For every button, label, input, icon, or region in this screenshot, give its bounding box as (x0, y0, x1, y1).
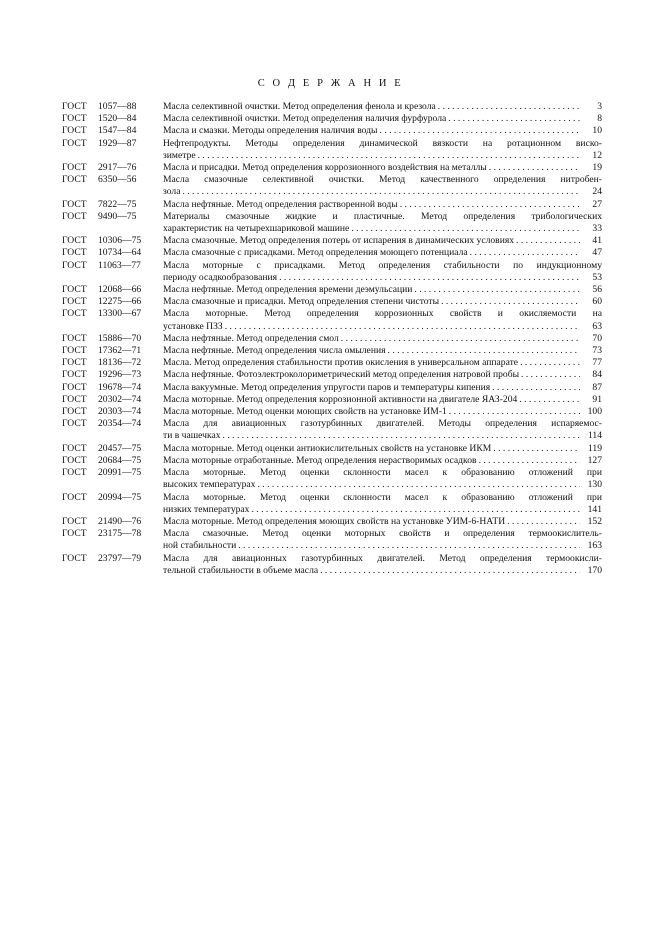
standard-prefix: ГОСТ (62, 467, 87, 479)
entry-description (163, 394, 602, 406)
entry-description (163, 162, 602, 174)
description-text: низких температурах (163, 503, 250, 515)
standard-number: 19678—74 (98, 381, 142, 393)
standard-number: 1547—84 (98, 125, 137, 137)
page-number: 163 (587, 540, 602, 552)
standard-code (62, 308, 162, 320)
description-text: Масла и присадки. Метод определения коррозионного воздействия на металлы (163, 162, 487, 174)
description-line (163, 516, 602, 528)
standard-code (62, 528, 162, 540)
toc-entry[interactable] (62, 357, 602, 369)
entry-description (163, 113, 602, 125)
description-text: Масла смазочные и присадки. Метод определения степени чистоты (163, 296, 440, 308)
page-number: 84 (592, 369, 602, 381)
standard-prefix: ГОСТ (62, 198, 87, 210)
standard-number: 20991—75 (98, 467, 142, 479)
description-line (163, 406, 602, 418)
standard-number: 10306—75 (98, 235, 142, 247)
dot-leader (487, 162, 580, 174)
description-line (163, 272, 602, 284)
standard-prefix: ГОСТ (62, 515, 87, 527)
entry-description (163, 125, 602, 137)
entry-description (163, 443, 602, 455)
description-text: Масла моторные. Метод определения коррозионной активности на двигателе ЯАЗ-204 (163, 393, 518, 405)
standard-prefix: ГОСТ (62, 345, 87, 357)
dot-leader (412, 284, 580, 296)
standard-number: 20994—75 (98, 491, 142, 503)
standard-prefix: ГОСТ (62, 369, 87, 381)
entry-description (163, 260, 602, 284)
standard-prefix: ГОСТ (62, 284, 87, 296)
dot-leader (519, 369, 580, 381)
description-text: Масла. Метод определения стабильности против окисления в универсальном аппарате (163, 357, 519, 369)
entry-description (163, 516, 602, 528)
dot-leader (221, 430, 580, 442)
description-text: установке ПЗЗ (163, 320, 223, 332)
standard-prefix: ГОСТ (62, 442, 87, 454)
entry-description (163, 406, 602, 418)
standard-code (62, 296, 162, 308)
entry-description (163, 553, 602, 577)
dot-leader (180, 186, 580, 198)
standard-code (62, 174, 162, 186)
toc-entry[interactable] (62, 467, 602, 491)
entry-description (163, 211, 602, 235)
description-line: Материалы смазочные жидкие и пластичные. Метод определения трибологических (163, 210, 602, 222)
standard-number: 15886—70 (98, 332, 142, 344)
toc-entry[interactable] (62, 260, 602, 284)
standard-prefix: ГОСТ (62, 296, 87, 308)
standard-prefix: ГОСТ (62, 259, 87, 271)
description-line: Нефтепродукты. Методы определения динамической вязкости на ротационном виско- (163, 137, 602, 149)
standard-prefix: ГОСТ (62, 491, 87, 503)
dot-leader (491, 443, 580, 455)
page-number: 152 (587, 515, 602, 527)
standard-prefix: ГОСТ (62, 125, 87, 137)
description-line (163, 162, 602, 174)
standard-number: 23175—78 (98, 528, 142, 540)
entry-description (163, 284, 602, 296)
standard-code (62, 235, 162, 247)
standard-prefix: ГОСТ (62, 552, 87, 564)
description-text: характеристик на четырехшариковой машине (163, 223, 350, 235)
toc-entry[interactable] (62, 443, 602, 455)
description-text: ной стабильности (163, 540, 237, 552)
standard-code (62, 369, 162, 381)
description-line (163, 443, 602, 455)
description-line: Масла моторные. Метод определения коррозионных свойств и окисляемости на (163, 308, 602, 320)
standard-code (62, 138, 162, 150)
standard-code (62, 345, 162, 357)
dot-leader (349, 223, 580, 235)
description-line (163, 247, 602, 259)
page-number: 24 (592, 186, 602, 198)
entry-description (163, 467, 602, 491)
page-number: 53 (592, 271, 602, 283)
dot-leader (439, 296, 580, 308)
description-line (163, 333, 602, 345)
description-line: Масла моторные. Метод оценки склонности масел к образованию отложений при (163, 467, 602, 479)
toc-entry[interactable] (62, 125, 602, 137)
description-line (163, 345, 602, 357)
description-line (163, 455, 602, 467)
description-line: Масла для авиационных газотурбинных двигателей. Метод определения термоокисли- (163, 552, 602, 564)
standard-number: 1057—88 (98, 101, 137, 112)
dot-leader (468, 247, 580, 259)
entry-description (163, 357, 602, 369)
description-line (163, 125, 602, 137)
description-line: Масла смазочные селективной очистки. Метод качественного определения нитробен- (163, 174, 602, 186)
toc-entry[interactable] (62, 308, 602, 332)
description-text: Масла моторные. Метод оценки антиокислительных свойств на установке ИКМ (163, 442, 492, 454)
standard-code (62, 162, 162, 174)
entry-description (163, 528, 602, 552)
standard-prefix: ГОСТ (62, 235, 87, 247)
standard-number: 6350—56 (98, 174, 137, 186)
page-number: 114 (587, 430, 602, 442)
toc-entry[interactable] (62, 247, 602, 259)
dot-leader (446, 113, 580, 125)
description-text: зола (163, 186, 181, 198)
dot-leader (518, 357, 580, 369)
description-text: Масла селективной очистки. Метод определения наличия фурфурола (163, 113, 447, 125)
entry-description (163, 492, 602, 516)
toc-entry[interactable] (62, 101, 602, 113)
standard-number: 17362—71 (98, 345, 142, 357)
entry-description (163, 138, 602, 162)
page-number: 127 (587, 454, 602, 466)
page-number: 3 (597, 101, 602, 112)
description-line: Масла моторные с присадками. Метод определения стабильности по индукционному (163, 259, 602, 271)
standard-number: 10734—64 (98, 247, 142, 259)
toc-entry[interactable] (62, 113, 602, 125)
toc-entry[interactable] (62, 345, 602, 357)
page-number: 77 (592, 357, 602, 369)
page-number: 8 (597, 113, 602, 125)
entry-description (163, 101, 602, 113)
description-text: Масла нефтяные. Метод определения времени деэмульсации (163, 284, 413, 296)
entry-description (163, 345, 602, 357)
description-line (163, 296, 602, 308)
entry-description (163, 418, 602, 442)
description-line (163, 101, 602, 113)
description-line (163, 430, 602, 442)
standard-prefix: ГОСТ (62, 101, 87, 112)
entry-description (163, 455, 602, 467)
description-line: Масла смазочные. Метод оценки моторных свойств и определения термоокислитель- (163, 528, 602, 540)
page-number: 119 (587, 442, 602, 454)
description-line (163, 565, 602, 577)
toc-entry[interactable] (62, 455, 602, 467)
standard-code (62, 125, 162, 137)
standard-number: 23797—79 (98, 552, 142, 564)
standard-prefix: ГОСТ (62, 210, 87, 222)
page-number: 73 (592, 345, 602, 357)
standard-prefix: ГОСТ (62, 247, 87, 259)
standard-prefix: ГОСТ (62, 137, 87, 149)
description-line (163, 199, 602, 211)
toc-entry[interactable] (62, 333, 602, 345)
entry-description (163, 199, 602, 211)
description-line (163, 284, 602, 296)
description-text: периоду осадкообразования (163, 271, 278, 283)
standard-prefix: ГОСТ (62, 418, 87, 430)
dot-leader (378, 125, 580, 137)
standard-number: 20302—74 (98, 393, 142, 405)
description-text: Масла нефтяные. Метод определения смол (163, 332, 339, 344)
standard-prefix: ГОСТ (62, 528, 87, 540)
description-text: Масла смазочные с присадками. Метод определения моющего потенциала (163, 247, 468, 259)
description-text: высоких температурах (163, 479, 256, 491)
standard-code (62, 101, 162, 113)
dot-leader (249, 504, 580, 516)
description-text: Масла моторные отработанные. Метод определения нерастворимых осадков (163, 454, 477, 466)
standard-code (62, 516, 162, 528)
entry-description (163, 296, 602, 308)
description-line (163, 113, 602, 125)
description-text: тельной стабильности в объеме масла (163, 564, 319, 576)
standard-code (62, 455, 162, 467)
page-number: 91 (592, 393, 602, 405)
page-number: 10 (592, 125, 602, 137)
dot-leader (223, 321, 580, 333)
standard-code (62, 113, 162, 125)
description-text: ти в чашечках (163, 430, 221, 442)
standard-code (62, 260, 162, 272)
dot-leader (398, 199, 580, 211)
standard-number: 19296—73 (98, 369, 142, 381)
description-line (163, 540, 602, 552)
page-number: 47 (592, 247, 602, 259)
toc-entry[interactable] (62, 394, 602, 406)
description-line (163, 357, 602, 369)
dot-leader (505, 516, 580, 528)
page-number: 56 (592, 284, 602, 296)
toc-entry[interactable] (62, 296, 602, 308)
page-number: 87 (592, 381, 602, 393)
toc-entry[interactable] (62, 174, 602, 198)
description-line (163, 479, 602, 491)
entry-description (163, 369, 602, 381)
dot-leader (196, 150, 580, 162)
description-line (163, 369, 602, 381)
entry-description (163, 247, 602, 259)
dot-leader (277, 272, 580, 284)
standard-prefix: ГОСТ (62, 174, 87, 186)
dot-leader (255, 479, 580, 491)
table-of-contents (62, 101, 602, 577)
standard-number: 20457—75 (98, 442, 142, 454)
description-line (163, 150, 602, 162)
toc-entry[interactable] (62, 162, 602, 174)
description-line (163, 504, 602, 516)
standard-code (62, 467, 162, 479)
page-number: 12 (592, 149, 602, 161)
description-text: Масла и смазки. Методы определения наличия воды (163, 125, 378, 137)
toc-entry[interactable] (62, 406, 602, 418)
dot-leader (318, 565, 580, 577)
description-text: Масла селективной очистки. Метод определения фенола и крезола (163, 101, 436, 112)
page-title: С О Д Е Р Ж А Н И Е (257, 78, 404, 89)
standard-prefix: ГОСТ (62, 308, 87, 320)
standard-number: 7822—75 (98, 198, 137, 210)
dot-leader (490, 382, 580, 394)
toc-entry[interactable] (62, 382, 602, 394)
entry-description (163, 235, 602, 247)
dot-leader (447, 406, 580, 418)
description-line (163, 321, 602, 333)
description-line: Масла моторные. Метод оценки склонности масел к образованию отложений при (163, 491, 602, 503)
dot-leader (236, 540, 580, 552)
standard-prefix: ГОСТ (62, 162, 87, 174)
toc-entry[interactable] (62, 553, 602, 577)
standard-code (62, 211, 162, 223)
standard-number: 1929—87 (98, 137, 137, 149)
description-text: Масла нефтяные. Метод определения растворенной воды (163, 198, 398, 210)
description-text: Масла моторные. Метод оценки моющих свойств на установке ИМ-1 (163, 406, 447, 418)
standard-code (62, 492, 162, 504)
toc-entry[interactable] (62, 199, 602, 211)
standard-code (62, 553, 162, 565)
dot-leader (436, 101, 580, 113)
standard-prefix: ГОСТ (62, 381, 87, 393)
entry-description (163, 382, 602, 394)
standard-number: 11063—77 (98, 259, 141, 271)
page-number: 141 (587, 503, 602, 515)
entry-description (163, 308, 602, 332)
standard-code (62, 406, 162, 418)
standard-code (62, 382, 162, 394)
dot-leader (517, 394, 580, 406)
standard-code (62, 394, 162, 406)
standard-number: 12275—66 (98, 296, 142, 308)
standard-number: 2917—76 (98, 162, 137, 174)
toc-entry[interactable] (62, 418, 602, 442)
standard-number: 20684—75 (98, 454, 142, 466)
standard-number: 18136—72 (98, 357, 142, 369)
standard-code (62, 247, 162, 259)
standard-prefix: ГОСТ (62, 406, 87, 418)
description-text: Масла моторные. Метод определения моющих свойств на установке УИМ-6-НАТИ (163, 515, 506, 527)
standard-code (62, 418, 162, 430)
page-number: 41 (592, 235, 602, 247)
description-line (163, 235, 602, 247)
page-number: 170 (587, 564, 602, 576)
toc-entry[interactable] (62, 138, 602, 162)
page-number: 19 (592, 162, 602, 174)
toc-entry[interactable] (62, 516, 602, 528)
entry-description (163, 333, 602, 345)
page-number: 63 (592, 320, 602, 332)
description-text: Масла нефтяные. Фотоэлектроколориметрический метод определения натровой пробы (163, 369, 520, 381)
standard-code (62, 199, 162, 211)
standard-code (62, 443, 162, 455)
dot-leader (386, 345, 580, 357)
description-line (163, 394, 602, 406)
page-number: 27 (592, 198, 602, 210)
standard-number: 20354—74 (98, 418, 142, 430)
page-number: 100 (587, 406, 602, 418)
entry-description (163, 174, 602, 198)
toc-entry[interactable] (62, 369, 602, 381)
standard-number: 21490—76 (98, 515, 142, 527)
standard-number: 12068—66 (98, 284, 142, 296)
description-text: Масла нефтяные. Метод определения числа омыления (163, 345, 386, 357)
standard-prefix: ГОСТ (62, 113, 87, 125)
dot-leader (514, 235, 580, 247)
dot-leader (477, 455, 580, 467)
standard-prefix: ГОСТ (62, 357, 87, 369)
standard-number: 1520—84 (98, 113, 137, 125)
page-number: 60 (592, 296, 602, 308)
page-number: 33 (592, 223, 602, 235)
toc-entry[interactable] (62, 235, 602, 247)
standard-code (62, 357, 162, 369)
standard-prefix: ГОСТ (62, 332, 87, 344)
standard-number: 9490—75 (98, 210, 137, 222)
toc-entry[interactable] (62, 528, 602, 552)
toc-entry[interactable] (62, 284, 602, 296)
description-line (163, 223, 602, 235)
toc-entry[interactable] (62, 492, 602, 516)
dot-leader (339, 333, 580, 345)
standard-code (62, 333, 162, 345)
page-number: 70 (592, 332, 602, 344)
standard-number: 20303—74 (98, 406, 142, 418)
standard-number: 13300—67 (98, 308, 142, 320)
page-number: 130 (587, 479, 602, 491)
description-text: Масла смазочные. Метод определения потерь от испарения в динамических условиях (163, 235, 515, 247)
toc-entry[interactable] (62, 211, 602, 235)
description-line (163, 186, 602, 198)
description-line (163, 382, 602, 394)
description-text: Масла вакуумные. Метод определения упругости паров и температуры кипения (163, 381, 491, 393)
standard-prefix: ГОСТ (62, 454, 87, 466)
description-text: зиметре (163, 149, 196, 161)
description-line: Масла для авиационных газотурбинных двигателей. Методы определения испаряемос- (163, 418, 602, 430)
standard-prefix: ГОСТ (62, 393, 87, 405)
standard-code (62, 284, 162, 296)
